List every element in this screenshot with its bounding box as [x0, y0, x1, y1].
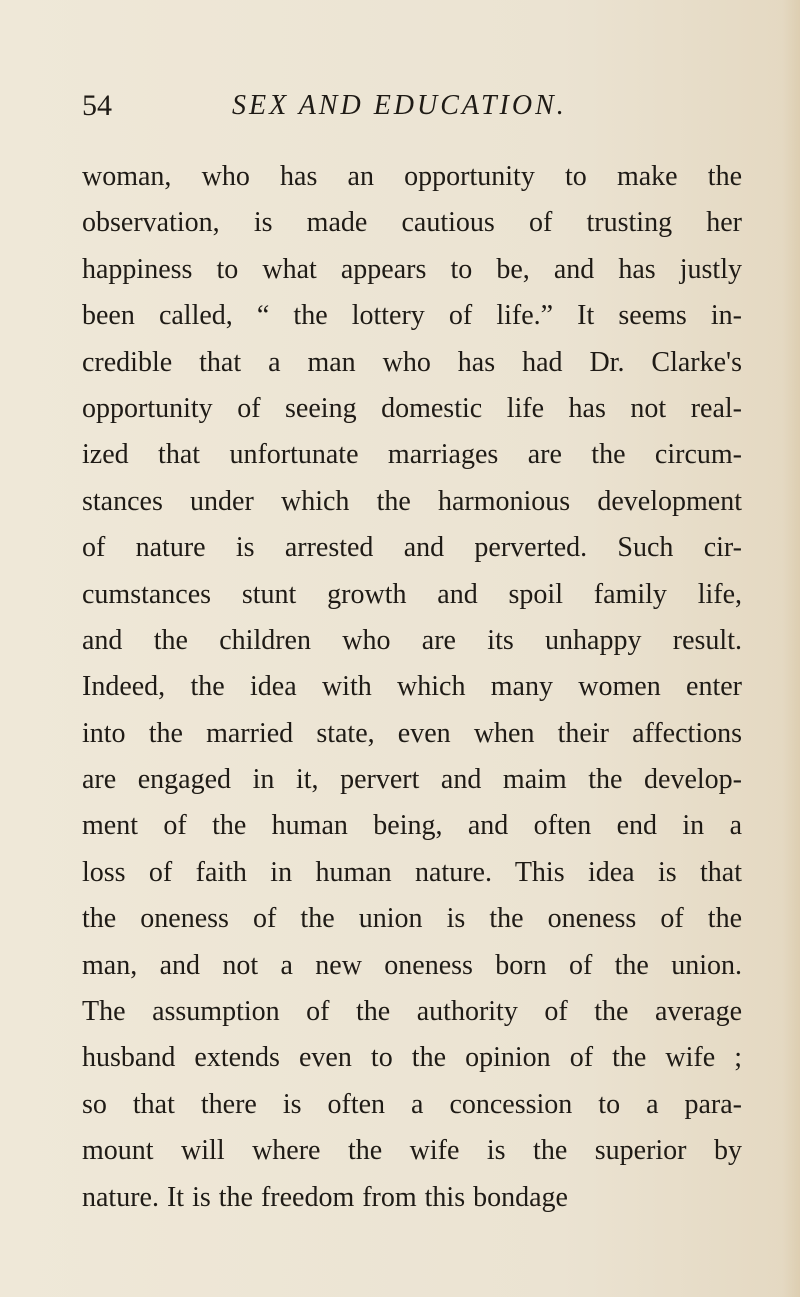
text-line: man, and not a new oneness born of the union.	[82, 949, 742, 981]
text-line: opportunity of seeing domestic life has not real-	[82, 392, 742, 424]
page-number: 54	[82, 89, 112, 122]
text-line: stances under which the harmonious development	[82, 485, 742, 517]
text-line: happiness to what appears to be, and has justly	[82, 253, 742, 285]
text-line: the oneness of the union is the oneness of the	[82, 903, 742, 935]
text-line: of nature is arrested and perverted. Such cir-	[82, 532, 742, 564]
running-title: SEX AND EDUCATION.	[232, 90, 567, 121]
text-line: ized that unfortunate marriages are the circum-	[82, 439, 742, 471]
body-text	[82, 154, 742, 1221]
text-line: ment of the human being, and often end in a	[82, 810, 742, 842]
text-line: Indeed, the idea with which many women enter	[82, 671, 742, 703]
text-line: been called, “ the lottery of life.” It seems in-	[82, 300, 742, 332]
text-line: cumstances stunt growth and spoil family life,	[82, 578, 742, 610]
page-edge-shadow	[782, 0, 800, 1297]
text-line: observation, is made cautious of trusting her	[82, 207, 742, 239]
text-line: loss of faith in human nature. This idea is that	[82, 856, 742, 888]
text-line: credible that a man who has had Dr. Clarke's	[82, 346, 742, 378]
text-line: and the children who are its unhappy result.	[82, 624, 742, 656]
text-line: woman, who has an opportunity to make the	[82, 161, 742, 192]
page-header	[82, 88, 742, 124]
text-line: nature. It is the freedom from this bondage	[82, 1181, 568, 1213]
text-line: are engaged in it, pervert and maim the develop-	[82, 764, 742, 796]
text-line: The assumption of the authority of the average	[82, 996, 742, 1028]
text-line: husband extends even to the opinion of the wife ;	[82, 1042, 742, 1074]
text-line: into the married state, even when their affections	[82, 717, 742, 749]
text-line: so that there is often a concession to a para-	[82, 1088, 742, 1120]
text-line: mount will where the wife is the superior by	[82, 1135, 742, 1167]
